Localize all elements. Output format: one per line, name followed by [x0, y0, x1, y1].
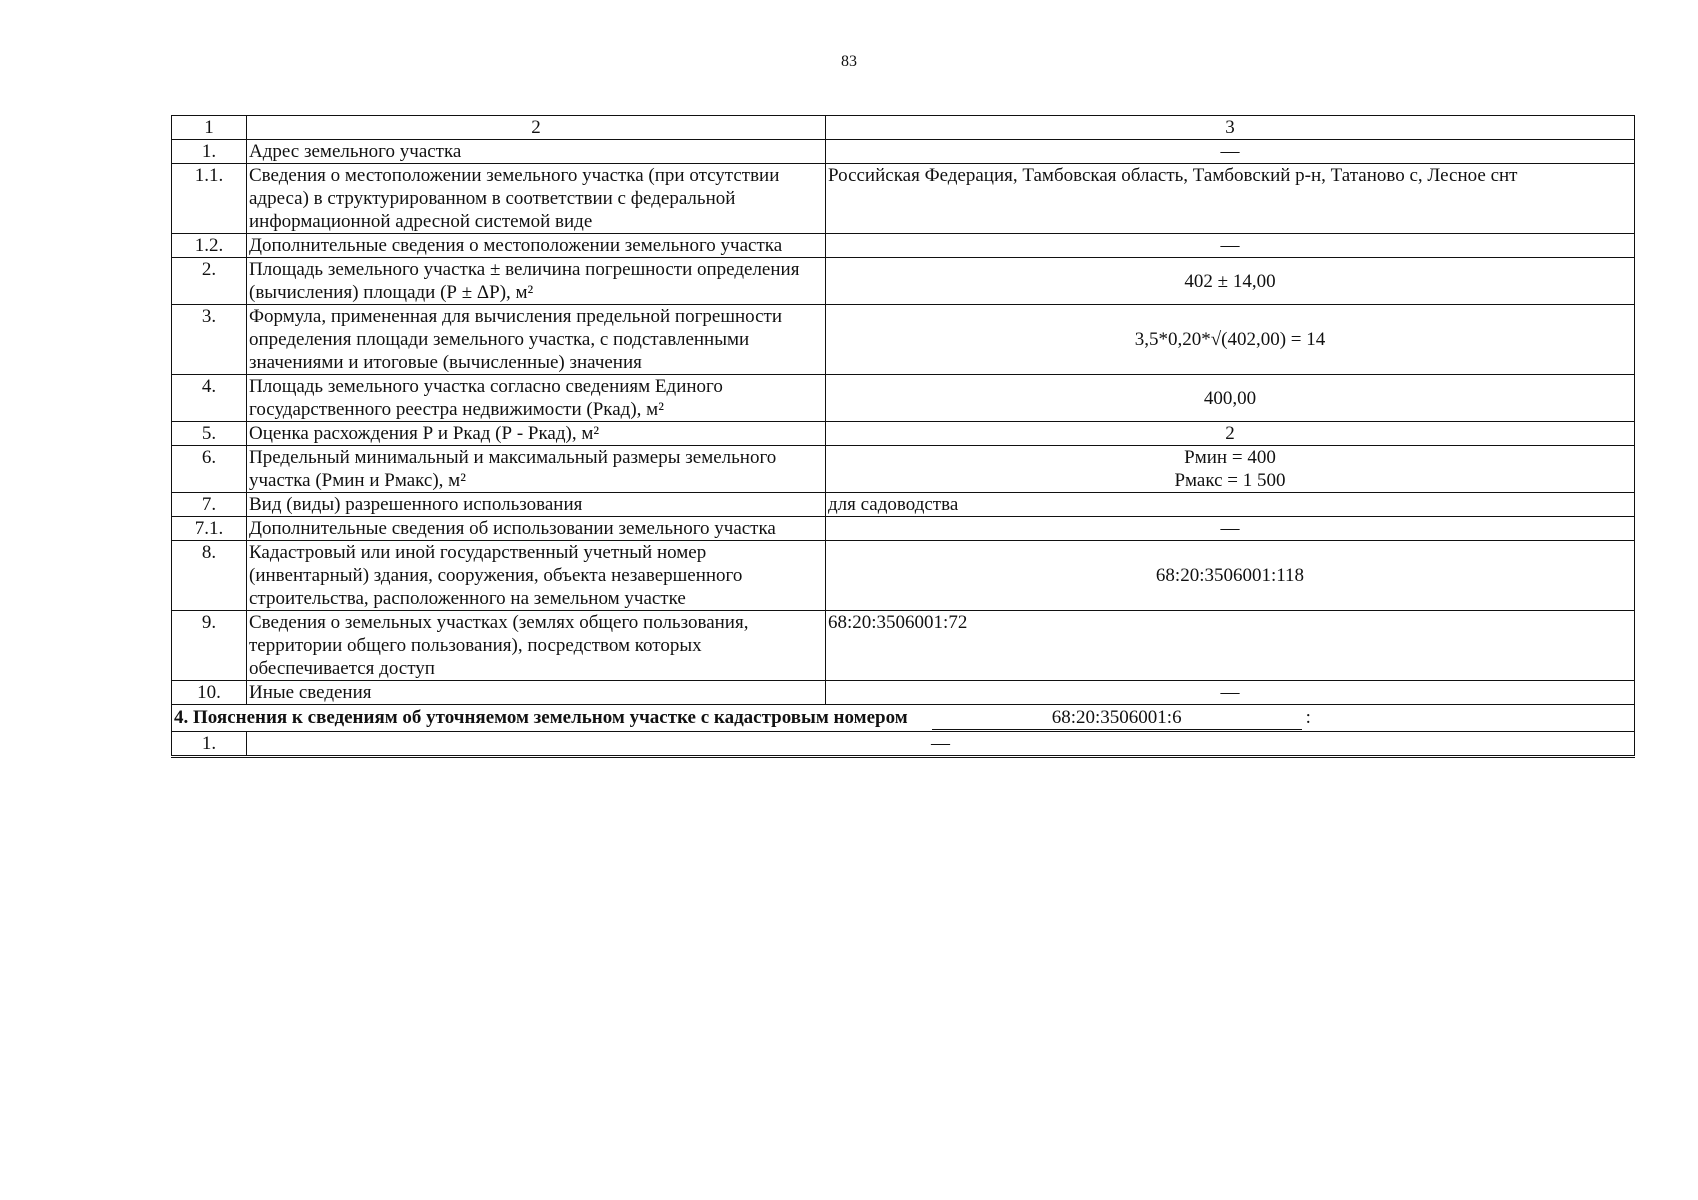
min-size-value: Рмин = 400 [1184, 447, 1276, 468]
table-row [172, 375, 1635, 422]
row-label: Дополнительные сведения о местоположении земельного участка [247, 234, 826, 258]
table-row [172, 140, 1635, 164]
row-label: Сведения о местоположении земельного участка (при отсутствии адреса) в структурированном в соответствии с федеральной информационной адресной системой виде [247, 164, 826, 234]
row-value: — [247, 732, 1635, 757]
row-value: 68:20:3506001:72 [826, 611, 1635, 681]
row-value: — [826, 140, 1635, 164]
header-col-2: 2 [247, 116, 826, 140]
row-number: 5. [172, 422, 247, 446]
row-label: Оценка расхождения Р и Ркад (Р - Ркад), м² [247, 422, 826, 446]
row-number: 7.1. [172, 517, 247, 541]
row-value: для садоводства [826, 493, 1635, 517]
row-label: Предельный минимальный и максимальный размеры земельного участка (Рмин и Рмакс), м² [247, 446, 826, 493]
table-row [172, 422, 1635, 446]
row-label: Адрес земельного участка [247, 140, 826, 164]
section-4-cadastral-number: 68:20:3506001:6 [932, 706, 1302, 730]
table-row [172, 517, 1635, 541]
section-4-colon: : [1305, 707, 1311, 728]
row-number: 7. [172, 493, 247, 517]
row-label: Площадь земельного участка согласно сведениям Единого государственного реестра недвижимости (Ркад), м² [247, 375, 826, 422]
row-value: 402 ± 14,00 [826, 258, 1635, 305]
max-size-value: Рмакс = 1 500 [1174, 470, 1286, 491]
row-number: 1.1. [172, 164, 247, 234]
row-number: 2. [172, 258, 247, 305]
row-number: 6. [172, 446, 247, 493]
table-row [172, 732, 1635, 757]
row-value: — [826, 681, 1635, 705]
row-value: 68:20:3506001:118 [826, 541, 1635, 611]
row-value [826, 446, 1635, 493]
row-value: — [826, 234, 1635, 258]
table-header-row [172, 116, 1635, 140]
row-number: 1. [172, 732, 247, 757]
table-row [172, 541, 1635, 611]
row-number: 1. [172, 140, 247, 164]
table-row [172, 611, 1635, 681]
row-label: Вид (виды) разрешенного использования [247, 493, 826, 517]
row-label: Кадастровый или иной государственный учетный номер (инвентарный) здания, сооружения, объекта незавершенного строительства, расположенного на земельном участке [247, 541, 826, 611]
table-row [172, 164, 1635, 234]
table-row [172, 681, 1635, 705]
row-value: 2 [826, 422, 1635, 446]
row-number: 4. [172, 375, 247, 422]
row-label: Формула, примененная для вычисления предельной погрешности определения площади земельного участка, с подставленными значениями и итоговые (вычисленные) значения [247, 305, 826, 375]
table-row [172, 446, 1635, 493]
row-number: 9. [172, 611, 247, 681]
page-number: 83 [841, 53, 857, 70]
row-label: Иные сведения [247, 681, 826, 705]
row-label: Сведения о земельных участках (землях общего пользования, территории общего пользования), посредством которых обеспечивается доступ [247, 611, 826, 681]
table-row [172, 258, 1635, 305]
row-number: 3. [172, 305, 247, 375]
row-number: 10. [172, 681, 247, 705]
section-4-heading-row [172, 705, 1635, 732]
row-number: 8. [172, 541, 247, 611]
row-value: 400,00 [826, 375, 1635, 422]
table-row [172, 493, 1635, 517]
row-value: 3,5*0,20*√(402,00) = 14 [826, 305, 1635, 375]
section-4-heading [172, 705, 1635, 732]
section-4-title: 4. Пояснения к сведениям об уточняемом земельном участке с кадастровым номером [174, 707, 908, 728]
header-col-3: 3 [826, 116, 1635, 140]
row-label: Дополнительные сведения об использовании земельного участка [247, 517, 826, 541]
table-row [172, 234, 1635, 258]
header-col-1: 1 [172, 116, 247, 140]
land-plot-info-table [171, 115, 1635, 758]
row-value: Российская Федерация, Тамбовская область, Тамбовский р-н, Татаново с, Лесное снт [826, 164, 1635, 234]
table-row [172, 305, 1635, 375]
row-number: 1.2. [172, 234, 247, 258]
row-value: — [826, 517, 1635, 541]
row-label: Площадь земельного участка ± величина погрешности определения (вычисления) площади (Р ± ΔР), м² [247, 258, 826, 305]
